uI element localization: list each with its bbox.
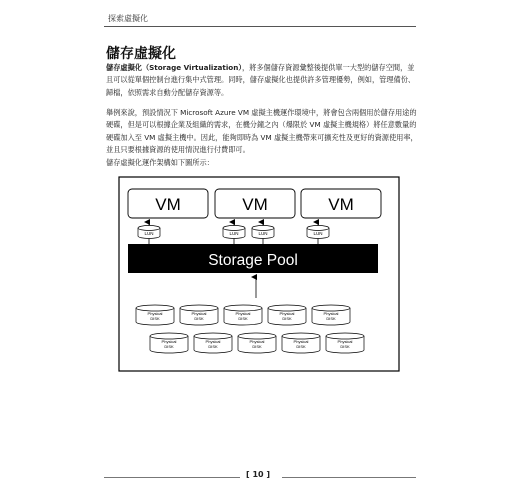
footer-rule-left: [104, 477, 240, 478]
disk-label-line2: DISK: [238, 316, 248, 321]
header-rule: [104, 26, 416, 27]
paragraph-intro-text: ，將多個儲存資源彙整後提供單一大型的儲存空間，並且可以從單個控制台進行集中式管理。同時，儲存虛擬化也提供許多管理優勢，例如，管理備份、歸檔，依照需求自動分配儲存資源等。: [106, 63, 416, 97]
footer-rule-right: [282, 477, 416, 478]
vm-label: VM: [328, 195, 354, 214]
physical-disk: [180, 305, 218, 325]
disk-label-line2: DISK: [296, 344, 306, 349]
physical-disk: [326, 333, 364, 353]
physical-disk: [136, 305, 174, 325]
disk-label-line1: Physical: [161, 339, 177, 344]
disk-label-line2: DISK: [326, 316, 336, 321]
lun-label: LUN: [313, 231, 323, 236]
disk-label-line1: Physical: [293, 339, 309, 344]
lun-label: LUN: [258, 231, 268, 236]
disk-label-line2: DISK: [282, 316, 292, 321]
physical-disk: [312, 305, 350, 325]
physical-disk: [282, 333, 320, 353]
disk-label-line2: DISK: [164, 344, 174, 349]
paragraph-intro: [106, 62, 418, 99]
physical-disk: [224, 305, 262, 325]
storage-pool-label: Storage Pool: [208, 252, 298, 269]
vm-box: [128, 189, 208, 218]
disk-label-line1: Physical: [337, 339, 353, 344]
vm-box: [301, 189, 381, 218]
lun-label: LUN: [229, 231, 239, 236]
vm-label: VM: [242, 195, 268, 214]
page-number: [ 10 ]: [246, 470, 271, 479]
disk-label-line2: DISK: [252, 344, 262, 349]
vm-label: VM: [155, 195, 181, 214]
section-title: 儲存虛擬化: [106, 46, 176, 62]
physical-disk: [150, 333, 188, 353]
disk-label-line1: Physical: [147, 311, 163, 316]
term-storage-virtualization: 儲存虛擬化（Storage Virtualization）: [106, 63, 242, 72]
storage-pool-bar: [128, 244, 378, 273]
running-header-title: 探索虛擬化: [108, 14, 148, 23]
disk-label-line1: Physical: [235, 311, 251, 316]
lun-label: LUN: [144, 231, 154, 236]
paragraph-figure-intro: 儲存虛擬化運作架構如下圖所示：: [106, 158, 214, 167]
disk-label-line2: DISK: [208, 344, 218, 349]
disk-label-line2: DISK: [340, 344, 350, 349]
disk-label-line1: Physical: [191, 311, 207, 316]
disk-label-line1: Physical: [249, 339, 265, 344]
disk-label-line2: DISK: [150, 316, 160, 321]
disk-label-line1: Physical: [279, 311, 295, 316]
disk-label-line2: DISK: [194, 316, 204, 321]
disk-label-line1: Physical: [323, 311, 339, 316]
paragraph-example: 舉例來說，預設情況下 Microsoft Azure VM 虛擬主機運作環境中，將會包含兩個用於儲存用途的硬碟，但是可以根據企業及組織的需求，在機分鐘之內（爆限於 VM 虛擬主機規格）將任意數量的硬碟加入至 VM 虛擬主機中。因此，能夠即時為 VM 虛擬主機帶來可擴充性及更好的資源使用率，並且只要根據資源的使用情況進行付費即可。: [106, 108, 418, 155]
vm-box: [215, 189, 295, 218]
physical-disk: [238, 333, 276, 353]
storage-virtualization-diagram: [118, 176, 400, 372]
physical-disk: [194, 333, 232, 353]
disk-label-line1: Physical: [205, 339, 221, 344]
physical-disk: [268, 305, 306, 325]
